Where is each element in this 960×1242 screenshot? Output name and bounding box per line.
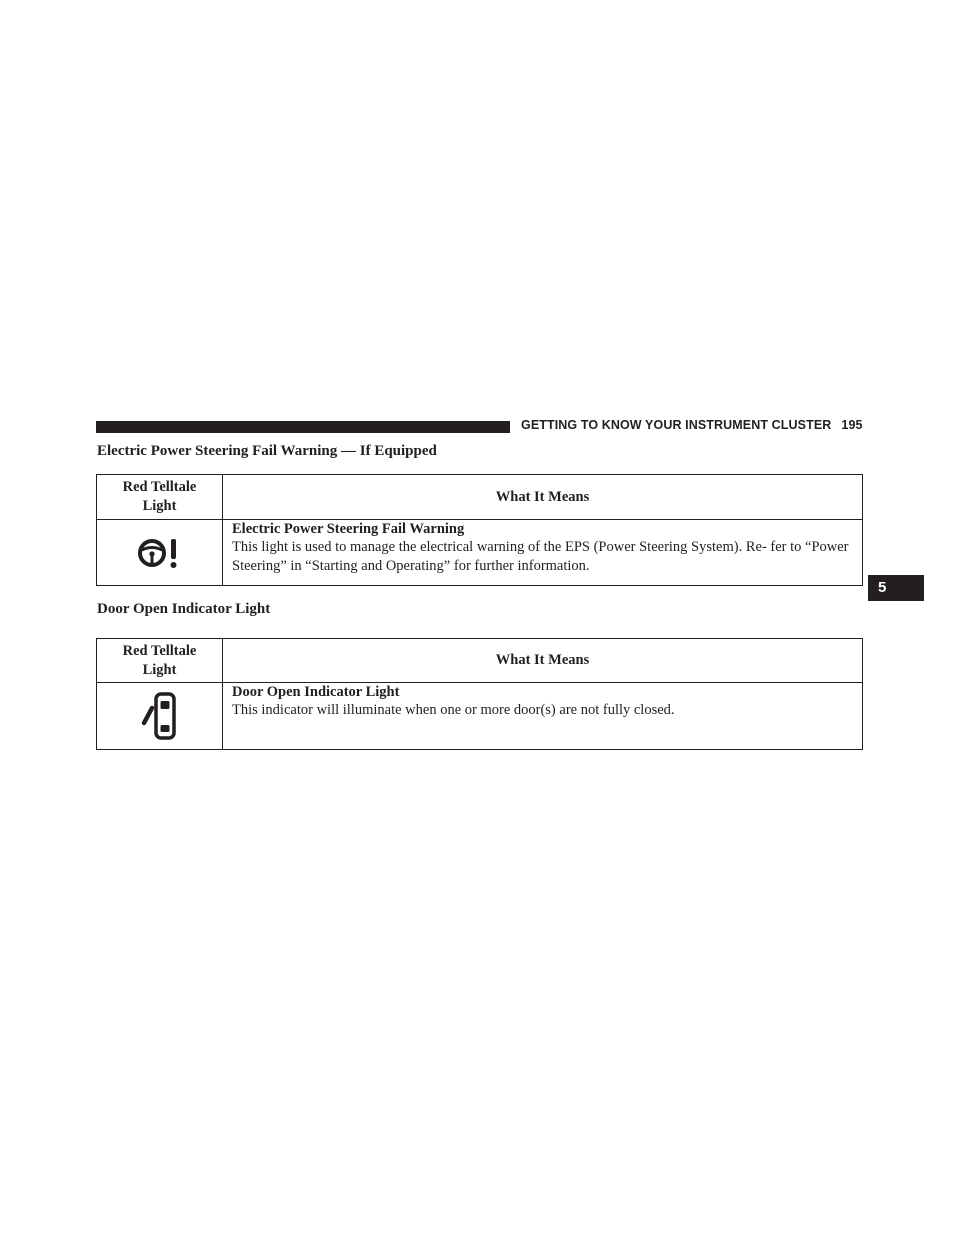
row-title: Door Open Indicator Light	[232, 684, 400, 700]
row-body: This light is used to manage the electrical warning of the EPS (Power Steering System). Re- fer to “Power Steering” in “Starting and Operating” for further information.	[232, 539, 849, 574]
row-body: This indicator will illuminate when one or more door(s) are not fully closed.	[232, 702, 675, 718]
table-row	[97, 520, 863, 586]
col-header-meaning: What It Means	[223, 475, 863, 520]
col-header-meaning: What It Means	[223, 639, 863, 683]
table-row	[97, 683, 863, 750]
steering-wheel-exclamation-icon	[136, 534, 184, 572]
col-header-telltale: Red Telltale Light	[97, 639, 223, 683]
telltale-description	[223, 683, 863, 750]
telltale-table-door-open	[96, 638, 863, 750]
col-header-telltale: Red Telltale Light	[97, 475, 223, 520]
table-header-row	[97, 475, 863, 520]
section-title-door-open: Door Open Indicator Light	[97, 601, 271, 617]
chapter-tab: 5	[868, 575, 924, 601]
header-rule	[96, 421, 510, 433]
running-header	[521, 418, 863, 432]
table-header-row	[97, 639, 863, 683]
telltale-description	[223, 520, 863, 586]
telltale-icon-cell	[97, 683, 223, 750]
section-title-eps: Electric Power Steering Fail Warning — If Equipped	[97, 443, 437, 459]
page-number: 195	[841, 418, 863, 432]
row-title: Electric Power Steering Fail Warning	[232, 521, 465, 537]
chapter-title: GETTING TO KNOW YOUR INSTRUMENT CLUSTER	[521, 418, 832, 432]
telltale-table-eps	[96, 474, 863, 586]
telltale-icon-cell	[97, 520, 223, 586]
door-open-icon	[140, 691, 180, 741]
